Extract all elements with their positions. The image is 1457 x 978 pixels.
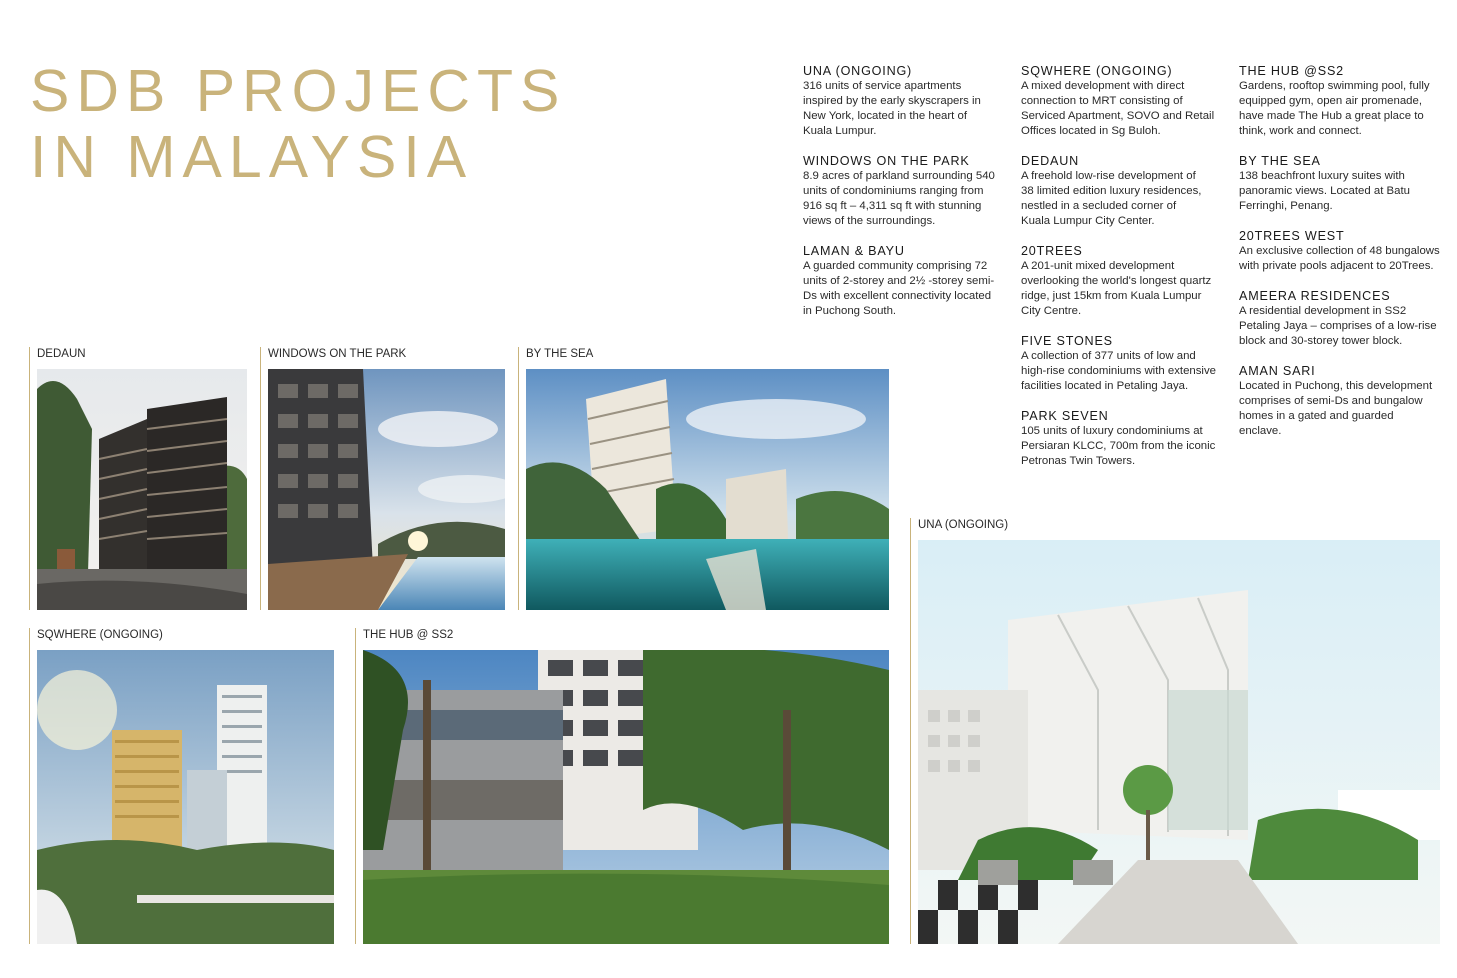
- project-20trees-west: [1239, 229, 1449, 274]
- project-description: Located in Puchong, this development comprises of semi-Ds and bungalow homes in a gated and guarded enclave.: [1239, 380, 1433, 437]
- photo-caption: WINDOWS ON THE PARK: [268, 348, 407, 360]
- project-sqwhere: [1021, 64, 1231, 139]
- project-name: DEDAUN: [1021, 154, 1079, 168]
- project-name: 20TREES WEST: [1239, 229, 1345, 243]
- project-the-hub: [1239, 64, 1449, 139]
- project-name: PARK SEVEN: [1021, 409, 1109, 423]
- project-description: A 201-unit mixed development overlooking the world's longest quartz ridge, just 15km from Kuala Lumpur City Centre.: [1021, 260, 1212, 317]
- project-description: A freehold low-rise development of 38 limited edition luxury residences, nestled in a secluded corner of Kuala Lumpur City Center.: [1021, 170, 1202, 227]
- project-five-stones: [1021, 334, 1231, 394]
- photo-caption: UNA (ONGOING): [918, 519, 1009, 531]
- project-column-3: [1239, 64, 1449, 454]
- project-park-seven: [1021, 409, 1231, 469]
- project-description: 8.9 acres of parkland surrounding 540 units of condominiums ranging from 916 sq ft – 4,311 sq ft with stunning views of the surroundings.: [803, 170, 995, 227]
- photo-by-the-sea: [518, 347, 889, 610]
- windows-on-the-park-image: [268, 369, 505, 610]
- photo-dedaun: [29, 347, 247, 610]
- page-title-line-1: SDB PROJECTS: [30, 58, 567, 124]
- gold-divider: [260, 347, 261, 610]
- photo-caption: SQWHERE (ONGOING): [37, 629, 163, 641]
- project-description: Gardens, rooftop swimming pool, fully equipped gym, open air promenade, have made The Hub a great place to think, work and connect.: [1239, 80, 1430, 137]
- gold-divider: [29, 628, 30, 944]
- project-description: 138 beachfront luxury suites with panoramic views. Located at Batu Ferringhi, Penang.: [1239, 170, 1410, 212]
- gold-divider: [29, 347, 30, 610]
- photo-windows-on-the-park: [260, 347, 505, 610]
- project-name: AMEERA RESIDENCES: [1239, 289, 1391, 303]
- sqwhere-image: [37, 650, 334, 944]
- photo-sqwhere: [29, 628, 334, 944]
- project-description: A residential development in SS2 Petaling Jaya – comprises of a low-rise block and 30-storey tower block.: [1239, 305, 1437, 347]
- the-hub-ss2-image: [363, 650, 889, 944]
- photo-caption: THE HUB @ SS2: [363, 629, 454, 641]
- project-windows-on-the-park: [803, 154, 1013, 229]
- project-description: A collection of 377 units of low and high-rise condominiums with extensive facilities located in Petaling Jaya.: [1021, 350, 1216, 392]
- dedaun-building-image: [37, 369, 247, 610]
- project-name: LAMAN & BAYU: [803, 244, 905, 258]
- by-the-sea-image: [526, 369, 889, 610]
- project-by-the-sea: [1239, 154, 1449, 214]
- photo-caption: DEDAUN: [37, 348, 86, 360]
- project-aman-sari: [1239, 364, 1449, 439]
- project-column-1: [803, 64, 1013, 334]
- photo-caption: BY THE SEA: [526, 348, 594, 360]
- page-title-line-2: IN MALAYSIA: [30, 124, 474, 190]
- page-title: [30, 58, 566, 190]
- project-description: 105 units of luxury condominiums at Persiaran KLCC, 700m from the iconic Petronas Twin Towers.: [1021, 425, 1216, 467]
- project-column-2: [1021, 64, 1231, 484]
- project-description: 316 units of service apartments inspired by the early skyscrapers in New York, located in the heart of Kuala Lumpur.: [803, 80, 981, 137]
- project-ameera-residences: [1239, 289, 1449, 349]
- project-name: 20TREES: [1021, 244, 1083, 258]
- project-20trees: [1021, 244, 1231, 319]
- gold-divider: [518, 347, 519, 610]
- project-una: [803, 64, 1013, 139]
- project-description: An exclusive collection of 48 bungalows with private pools adjacent to 20Trees.: [1239, 245, 1440, 272]
- project-dedaun: [1021, 154, 1231, 229]
- project-description: A guarded community comprising 72 units of 2-storey and 2½ -storey semi-Ds with excellent connectivity located in Puchong South.: [803, 260, 995, 317]
- project-name: BY THE SEA: [1239, 154, 1321, 168]
- gold-divider: [355, 628, 356, 944]
- una-image: [918, 540, 1440, 944]
- photo-the-hub-ss2: [355, 628, 889, 944]
- photo-una: [910, 518, 1440, 944]
- project-description: A mixed development with direct connection to MRT consisting of Serviced Apartment, SOVO and Retail Offices located in Sg Buloh.: [1021, 80, 1215, 137]
- project-name: THE HUB @SS2: [1239, 64, 1344, 78]
- project-name: AMAN SARI: [1239, 364, 1316, 378]
- project-name: FIVE STONES: [1021, 334, 1113, 348]
- project-name: UNA (ONGOING): [803, 64, 913, 78]
- project-name: SQWHERE (ONGOING): [1021, 64, 1173, 78]
- project-laman-bayu: [803, 244, 1013, 319]
- project-name: WINDOWS ON THE PARK: [803, 154, 970, 168]
- gold-divider: [910, 518, 911, 944]
